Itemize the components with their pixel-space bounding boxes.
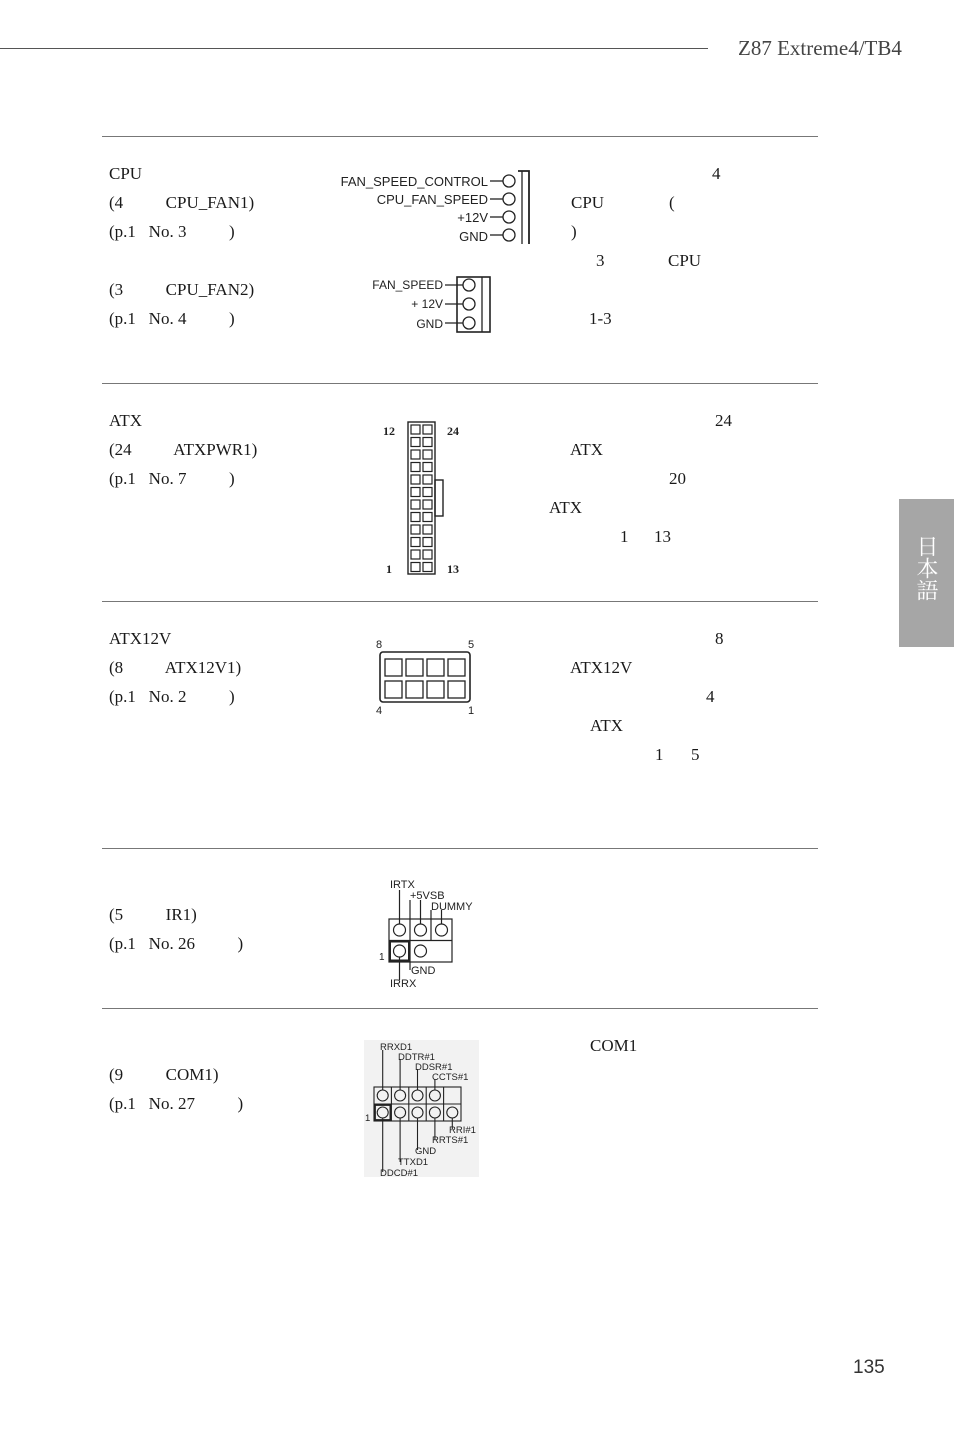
fan-speed-label: FAN_SPEED <box>372 278 443 292</box>
cpu-fan-right-text: CPU <box>571 193 605 212</box>
language-tab-label: 日本語 <box>913 535 938 601</box>
ddcd1-label: DDCD#1 <box>380 1168 419 1179</box>
cpu-fan-left-text: (p.1 No. 4 ) <box>109 309 235 328</box>
atx12v-right-text: 4 <box>706 687 715 706</box>
atx12v-right-text: 1 <box>655 745 664 764</box>
atx12v-right-text: 5 <box>691 745 700 764</box>
cpu-fan1-pin-diagram <box>330 168 540 244</box>
plus-12v-label: + 12V <box>411 297 443 311</box>
pin-label-8: 8 <box>376 639 383 651</box>
cpu-fan-left-text: (3 CPU_FAN2) <box>109 280 255 299</box>
cpu-fan-left-text: (4 CPU_FAN1) <box>109 193 255 212</box>
pin-1-label: 1 <box>379 952 385 963</box>
page-header-title: Z87 Extreme4/TB4 <box>738 36 902 60</box>
header-rule <box>0 48 708 49</box>
cpu-fan2-pin-diagram <box>368 276 496 334</box>
rri1-label: RRI#1 <box>449 1125 476 1136</box>
ddsr1-label: DDSR#1 <box>415 1062 453 1073</box>
language-side-tab <box>899 499 954 647</box>
atx12v-left-text: (8 ATX12V1) <box>109 658 242 677</box>
cpu-fan-right-text: ) <box>571 222 577 241</box>
ddtr1-label: DDTR#1 <box>398 1052 435 1063</box>
pin-label-5: 5 <box>468 639 475 651</box>
atx-right-text: 20 <box>669 469 686 488</box>
section-divider <box>102 601 818 602</box>
cpu-fan-right-text: 4 <box>712 164 721 183</box>
section-divider <box>102 136 818 137</box>
pin-label-12: 12 <box>383 424 395 438</box>
irrx-label: IRRX <box>390 978 417 990</box>
atx-left-text: ATX <box>109 411 143 430</box>
cpu-fan-right-text: 3 <box>596 251 605 270</box>
rrxd1-label: RRXD1 <box>380 1042 413 1053</box>
fan-speed-control-label: FAN_SPEED_CONTROL <box>340 174 488 189</box>
atx12v-8pin-diagram <box>372 634 482 720</box>
pin-label-1: 1 <box>468 705 475 717</box>
pin-1-label: 1 <box>365 1113 371 1124</box>
cpu-fan-right-text: ( <box>669 193 675 212</box>
pin-label-24: 24 <box>447 424 459 438</box>
irtx-label: IRTX <box>390 879 415 891</box>
cpu-fan-speed-label: CPU_FAN_SPEED <box>376 192 488 207</box>
dummy-label: DUMMY <box>431 901 473 913</box>
plus-12v-label: +12V <box>457 210 488 225</box>
ttxd1-label: TTXD1 <box>398 1157 429 1168</box>
atx12v-right-text: ATX <box>590 716 624 735</box>
gnd-label: GND <box>411 965 436 977</box>
com-left-text: (9 COM1) <box>109 1065 219 1084</box>
pin-label-13: 13 <box>447 562 459 576</box>
atx12v-left-text: (p.1 No. 2 ) <box>109 687 235 706</box>
atx-24pin-diagram <box>380 420 466 580</box>
section-divider <box>102 848 818 849</box>
cpu-fan-right-text: 1-3 <box>589 309 612 328</box>
com-left-text: (p.1 No. 27 ) <box>109 1094 244 1113</box>
page-number: 135 <box>853 1357 885 1378</box>
gnd-label: GND <box>416 317 443 331</box>
atx12v-right-text: 8 <box>715 629 724 648</box>
atx-right-text: ATX <box>549 498 583 517</box>
ccts1-label: CCTS#1 <box>432 1072 469 1083</box>
ir-header-diagram <box>376 876 480 990</box>
ir-left-text: (5 IR1) <box>109 905 197 924</box>
cpu-fan-left-text: (p.1 No. 3 ) <box>109 222 235 241</box>
gnd-label: GND <box>459 229 488 244</box>
ir-left-text: (p.1 No. 26 ) <box>109 934 244 953</box>
atx12v-left-text: ATX12V <box>109 629 172 648</box>
cpu-fan-left-text: CPU <box>109 164 143 183</box>
pin-label-1: 1 <box>386 562 392 576</box>
atx-right-text: 13 <box>654 527 671 546</box>
section-divider <box>102 383 818 384</box>
atx-right-text: ATX <box>570 440 604 459</box>
rrts1-label: RRTS#1 <box>432 1135 469 1146</box>
5vsb-label: +5VSB <box>410 890 445 902</box>
atx-right-text: 24 <box>715 411 732 430</box>
gnd-label: GND <box>415 1146 437 1157</box>
atx-right-text: 1 <box>620 527 629 546</box>
atx12v-right-text: ATX12V <box>570 658 633 677</box>
section-divider <box>102 1008 818 1009</box>
atx-left-text: (p.1 No. 7 ) <box>109 469 235 488</box>
pin-label-4: 4 <box>376 705 383 717</box>
cpu-fan-right-text: CPU <box>668 251 702 270</box>
com-right-text: COM1 <box>590 1036 638 1055</box>
atx-left-text: (24 ATXPWR1) <box>109 440 258 459</box>
com-header-diagram <box>364 1040 480 1178</box>
